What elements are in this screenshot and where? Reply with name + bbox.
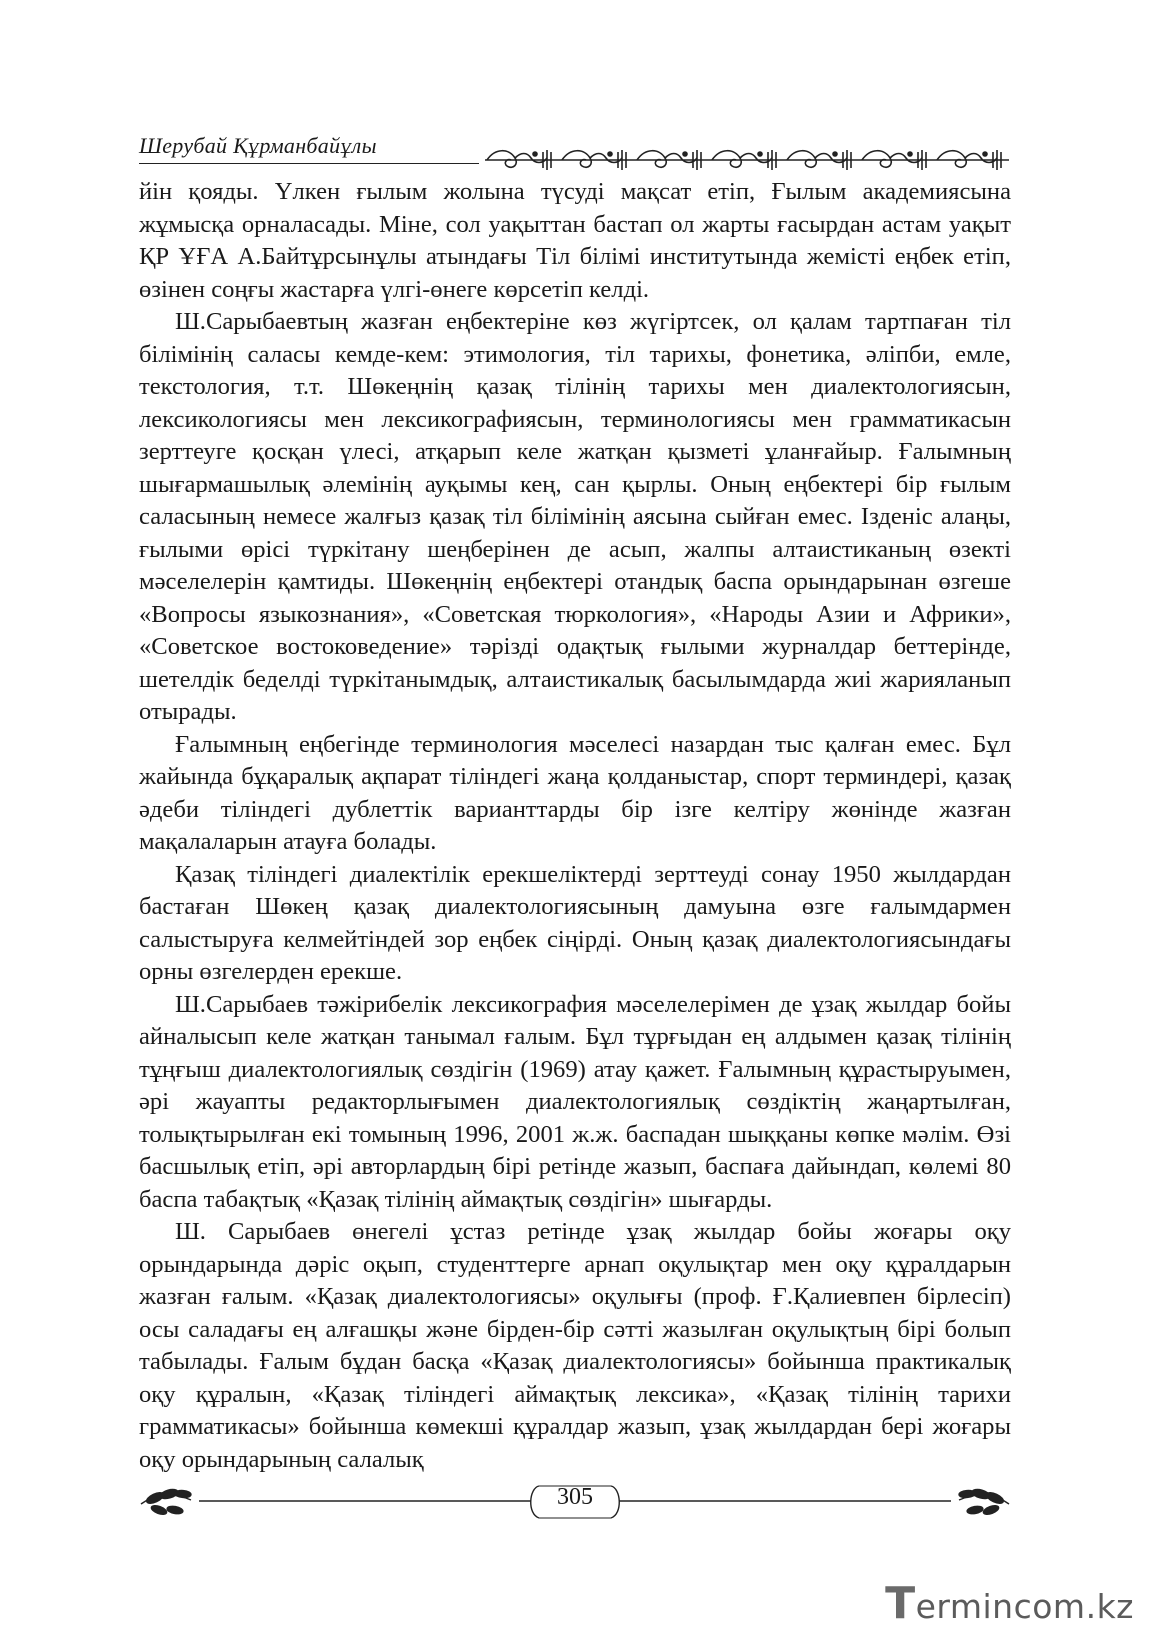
watermark-rest: ermincom.kz [915,1587,1134,1626]
paragraph: Ш.Сарыбаевтың жазған еңбектеріне көз жүгіртсек, ол қалам тартпаған тіл білімінің саласы кемде-кем: этимология, тіл тарихы, фонетика, әліпби, емле, текстология, т.т. Шөкеңнің қазақ тілінің тарихы мен диалектологиясын, лексикологиясы мен лексикографиясын, терминологиясы мен грамматикасын зерттеуге қосқан үлесі, атқарып келе жатқан қызметі ұланғайыр. Ғалымның шығармашылық әлемінің ауқымы кең, сан қырлы. Оның еңбектері бір ғылым саласының немесе жалғыз қазақ тіл білімінің аясына сыйған емес. Ізденіс алаңы, ғылыми өрісі түркітану шеңберінен де асып, жалпы алтаистиканың өзекті мәселелерін қамтиды. Шөкеңнің еңбектері отандық баспа орындарынан өзгеше «Вопросы языкознания», «Советская тюркология», «Народы Азии и Африки», «Советское востоковедение» тәрізді одақтық ғылыми журналдар беттерінде, шетелдік беделді түркітанымдық, алтаистикалық басылымдарда жиі жарияланып отырады. [139,308,1011,725]
paragraph: Қазақ тіліндегі диалектілік ерекшеліктерді зерттеуді сонау 1950 жылдардан бастаған Шөкең қазақ диалектологиясының дамуына өзге ғалымдармен салыстыруға келмейтіндей зор еңбек сіңірді. Оның қазақ диалектологиясындағы орны өзгелерден ерекше. [139,860,1011,985]
body-text [139,176,1011,1476]
header-author: Шерубай Құрманбайұлы [139,133,377,158]
watermark-logo [885,1578,1134,1629]
watermark-first-letter: T [885,1578,916,1629]
header-ornament-icon [483,140,1011,174]
paragraph: Ш.Сарыбаев тәжірибелік лексикография мәселелерімен де ұзақ жылдар бойы айналысып келе жатқан танымал ғалым. Бұл тұрғыдан ең алдымен қазақ тілінің тұңғыш диалектологиялық сөздігін (1969) атау қажет. Ғалымның құрастыруымен, әрі жауапты редакторлығымен диалектологиялық сөздіктің жаңартылған, толықтырылған екі томының 1996, 2001 ж.ж. баспадан шыққаны көпке мәлім. Өзі басшылық етіп, әрі авторлардың бірі ретінде жазып, баспаға дайындап, көлемі 80 баспа табақтық «Қазақ тілінің аймақтық сөздігін» шығарды. [139,990,1011,1213]
page-number: 305 [557,1484,593,1510]
header-rule [139,163,479,164]
paragraph: йін қояды. Үлкен ғылым жолына түсуді мақсат етіп, Ғылым академиясына жұмысқа орналасады. Міне, сол уақыттан бастап ол жарты ғасырдан астам уақыт ҚР ҰҒА А.Байтұрсынұлы атындағы Тіл білімі институтында жемісті еңбек етіп, өзінен соңғы жастарға үлгі-өнеге көрсетіп келді. [139,178,1011,303]
paragraph: Ғалымның еңбегінде терминология мәселесі назардан тыс қалған емес. Бұл жайында бұқаралық ақпарат тіліндегі жаңа қолданыстар, спорт терминдері, қазақ әдеби тіліндегі дублеттік варианттарды бір ізге келтіру жөнінде жазған мақалаларын атауға болады. [139,730,1011,855]
paragraph: Ш. Сарыбаев өнегелі ұстаз ретінде ұзақ жылдар бойы жоғары оқу орындарында дәріс оқып, студенттерге арнап оқулықтар мен оқу құралдарын жазған ғалым. «Қазақ диалектологиясы» оқулығы (проф. Ғ.Қалиевпен бірлесіп) осы саладағы ең алғашқы және бірден-бір сәтті жазылған оқулықтың бірі болып табылады. Ғалым бұдан басқа «Қазақ диалектологиясы» бойынша практикалық оқу құралын, «Қазақ тіліндегі аймақтық лексика», «Қазақ тілінің тарихи грамматикасы» бойынша көмекші құралдар жазып, ұзақ жылдардан бері жоғары оқу орындарының салалық [139,1218,1011,1473]
page-footer [139,1480,1011,1524]
